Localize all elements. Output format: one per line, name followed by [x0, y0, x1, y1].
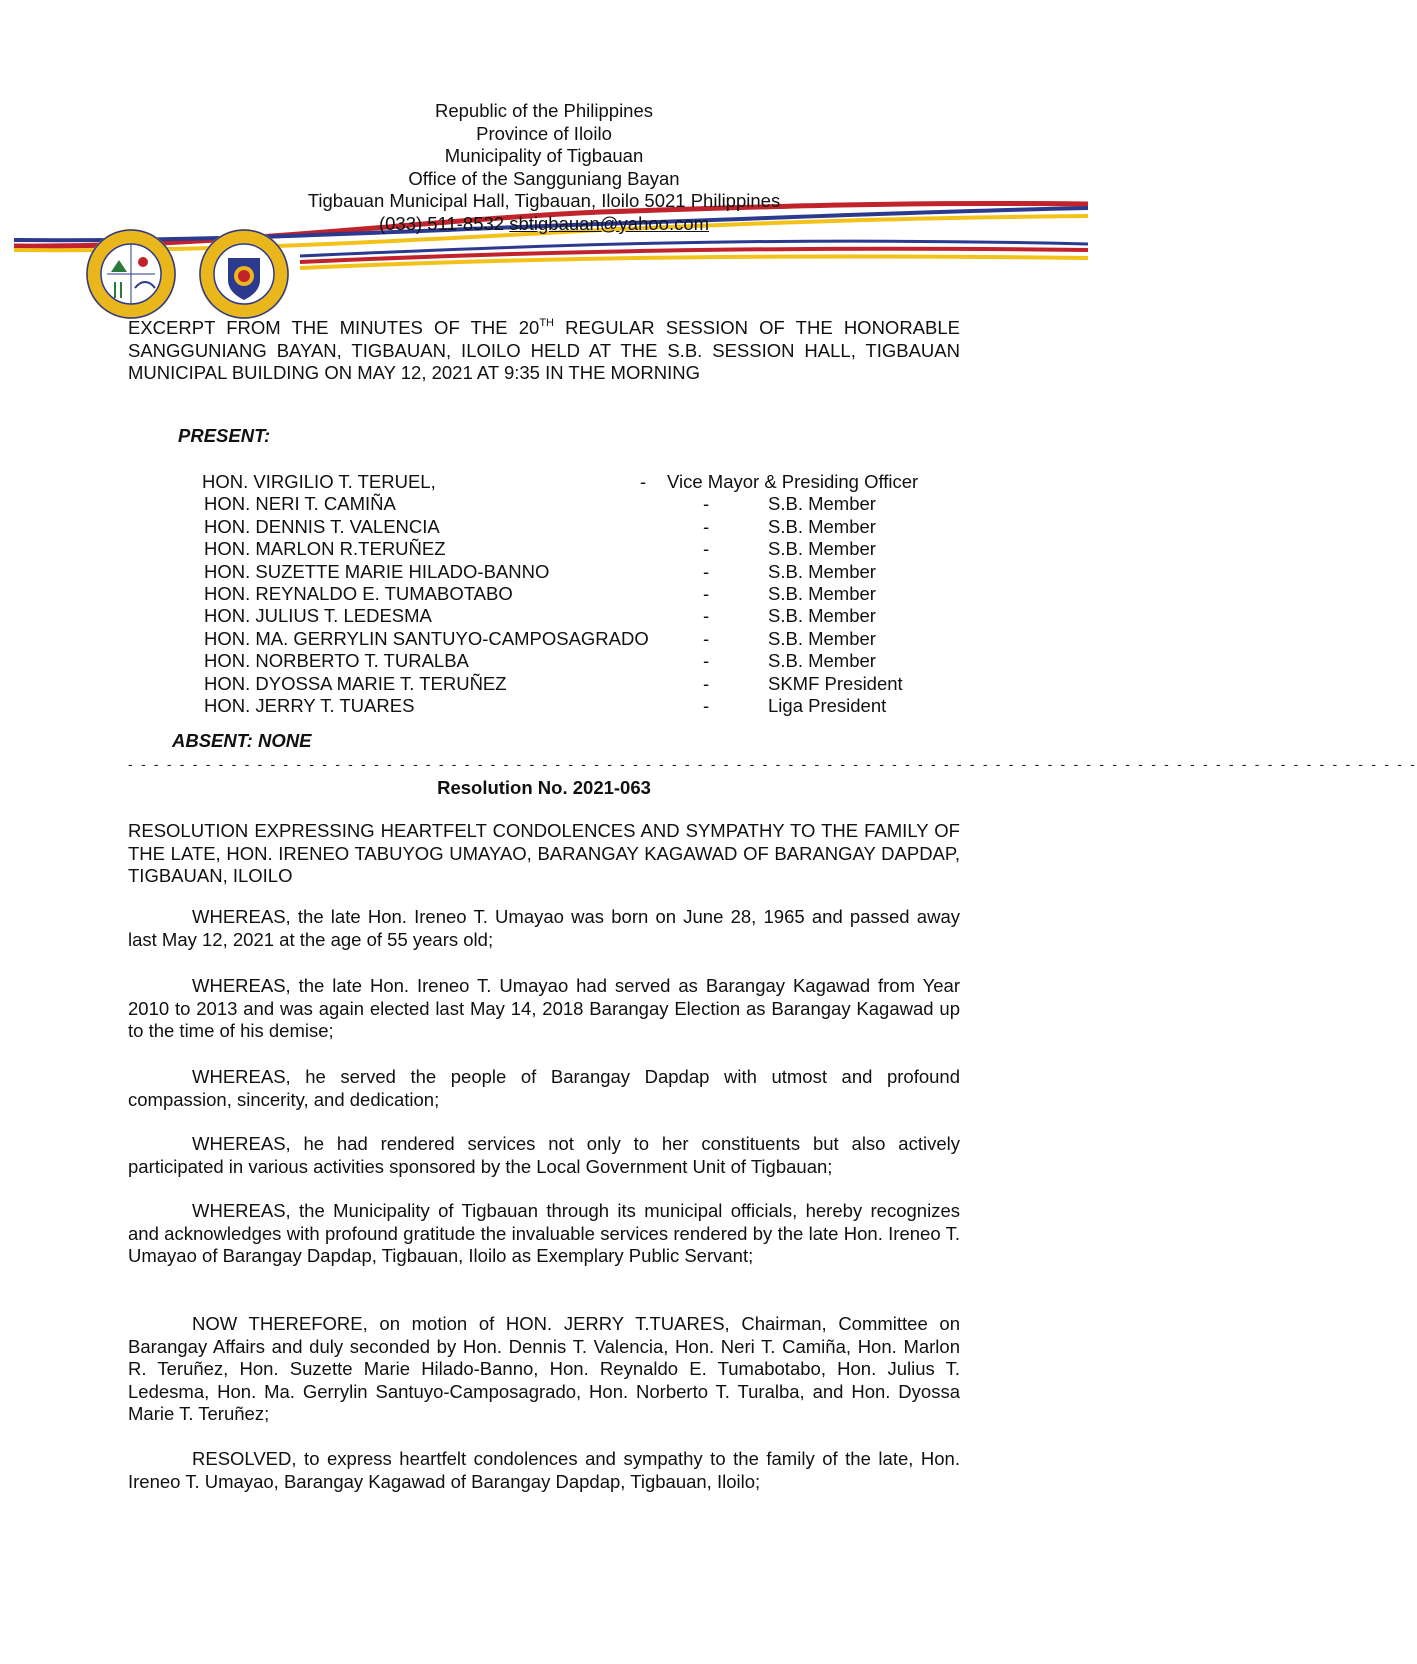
roster-row	[0, 471, 1088, 493]
member-name: HON. VIRGILIO T. TERUEL,	[202, 471, 436, 492]
member-name: HON. SUZETTE MARIE HILADO-BANNO	[204, 560, 550, 582]
whereas-paragraph-1: WHEREAS, the late Hon. Ireneo T. Umayao was born on June 28, 1965 and passed away last May 12, 2021 at the age of 55 years old;	[128, 906, 960, 950]
excerpt-superscript: TH	[539, 317, 554, 329]
section-separator: - - - - - - - - - - - - - - - - - - - - - - - - - - - - - - - - - - - - - - - - - - - - - - - - - - - - - - - - - - - - - - - - - - - - - - - - - - - - - - - - - - - - - - - - - - - - - - - - - - - -	[128, 756, 1417, 772]
member-name: HON. NERI T. CAMIÑA	[204, 493, 396, 515]
member-name: HON. DENNIS T. VALENCIA	[204, 515, 440, 537]
roster-dash: -	[703, 627, 710, 649]
whereas-paragraph-3: WHEREAS, he served the people of Barangay Dapdap with utmost and profound compassion, sincerity, and dedication;	[128, 1066, 960, 1110]
roster-dash: -	[703, 560, 710, 582]
sangguniang-bayan-seal-icon	[198, 228, 290, 320]
member-role: S.B. Member	[768, 650, 876, 672]
member-role: S.B. Member	[768, 605, 876, 627]
roster-dash: -	[703, 538, 710, 560]
roster-dash: -	[703, 582, 710, 604]
resolution-title: RESOLUTION EXPRESSING HEARTFELT CONDOLENCES AND SYMPATHY TO THE FAMILY OF THE LATE, HON. IRENEO TABUYOG UMAYAO, BARANGAY KAGAWAD OF BARANGAY DAPDAP, TIGBAUAN, ILOILO	[128, 820, 960, 886]
roster-dash: -	[703, 650, 710, 672]
attendance-roster	[0, 471, 1088, 717]
letterhead-line-republic: Republic of the Philippines	[434, 100, 654, 121]
whereas-paragraph-4: WHEREAS, he had rendered services not only to her constituents but also actively participated in various activities sponsored by the Local Government Unit of Tigbauan;	[128, 1133, 960, 1177]
roster-row	[0, 516, 1088, 538]
member-name: HON. MARLON R.TERUÑEZ	[204, 538, 446, 560]
present-heading: PRESENT:	[178, 425, 271, 446]
member-role: S.B. Member	[768, 582, 876, 604]
resolved-paragraph: RESOLVED, to express heartfelt condolences and sympathy to the family of the late, Hon. Ireneo T. Umayao, Barangay Kagawad of Barangay Dapdap, Tigbauan, Iloilo;	[128, 1448, 960, 1492]
member-role: S.B. Member	[768, 560, 876, 582]
member-name: HON. DYOSSA MARIE T. TERUÑEZ	[204, 672, 507, 694]
roster-dash: -	[703, 515, 710, 537]
member-role: S.B. Member	[768, 627, 876, 649]
minutes-excerpt	[128, 317, 960, 385]
letterhead-line-municipality: Municipality of Tigbauan	[444, 145, 644, 166]
roster-dash: -	[703, 694, 710, 716]
letterhead-email-link[interactable]: sbtigbauan@yahoo.com	[509, 212, 710, 234]
member-role: SKMF President	[768, 672, 903, 694]
member-name: HON. JULIUS T. LEDESMA	[204, 605, 432, 627]
resolution-number: Resolution No. 2021-063	[437, 777, 651, 798]
roster-dash: -	[703, 493, 710, 515]
roster-row	[0, 605, 1088, 627]
roster-row	[0, 538, 1088, 560]
member-name: HON. NORBERTO T. TURALBA	[204, 650, 469, 672]
now-therefore-paragraph: NOW THEREFORE, on motion of HON. JERRY T.TUARES, Chairman, Committee on Barangay Affairs and duly seconded by Hon. Dennis T. Valencia, Hon. Neri T. Camiña, Hon. Marlon R. Teruñez, Hon. Suzette Marie Hilado-Banno, Hon. Reynaldo E. Tumabotabo, Hon. Julius T. Ledesma, Hon. Ma. Gerrylin Santuyo-Camposagrado, Hon. Norberto T. Turalba, and Hon. Dyossa Marie T. Teruñez;	[128, 1313, 960, 1424]
member-role: S.B. Member	[768, 515, 876, 537]
letterhead-contact	[0, 213, 1088, 236]
letterhead-line-province: Province of Iloilo	[476, 122, 612, 144]
roster-row	[0, 650, 1088, 672]
roster-row	[0, 583, 1088, 605]
roster-dash: -	[703, 605, 710, 627]
roster-row	[0, 695, 1088, 717]
letterhead-line-office: Office of the Sangguniang Bayan	[408, 167, 680, 189]
roster-row	[0, 493, 1088, 515]
roster-row	[0, 561, 1088, 583]
member-role: S.B. Member	[768, 538, 876, 560]
roster-dash: -	[640, 471, 647, 492]
member-role: Vice Mayor & Presiding Officer	[667, 471, 919, 492]
absent-heading: ABSENT: NONE	[172, 730, 312, 751]
letterhead-line-address: Tigbauan Municipal Hall, Tigbauan, Iloilo 5021 Philippines	[307, 190, 781, 211]
member-name: HON. REYNALDO E. TUMABOTABO	[204, 582, 513, 604]
whereas-paragraph-2: WHEREAS, the late Hon. Ireneo T. Umayao had served as Barangay Kagawad from Year 2010 to 2013 and was again elected last May 14, 2018 Barangay Election as Barangay Kagawad up to the time of his demise;	[128, 975, 960, 1041]
roster-row	[0, 673, 1088, 695]
roster-row	[0, 628, 1088, 650]
roster-dash: -	[703, 672, 710, 694]
member-name: HON. JERRY T. TUARES	[204, 694, 415, 716]
excerpt-part1: EXCERPT FROM THE MINUTES OF THE 20	[128, 317, 540, 338]
letterhead	[0, 100, 1088, 235]
member-role: Liga President	[768, 694, 887, 716]
municipality-seal-icon	[85, 228, 177, 320]
member-role: S.B. Member	[768, 493, 876, 515]
whereas-paragraph-5: WHEREAS, the Municipality of Tigbauan through its municipal officials, hereby recognizes and acknowledges with profound gratitude the invaluable services rendered by the late Hon. Ireneo T. Umayao of Barangay Dapdap, Tigbauan, Iloilo as Exemplary Public Servant;	[128, 1200, 960, 1266]
excerpt-part2: REGULAR SESSION OF THE HONORABLE SANGGUNIANG BAYAN, TIGBAUAN, ILOILO HELD AT THE S.B. SESSION HALL, TIGBAUAN MUNICIPAL BUILDING ON MAY 12, 2021 AT 9:35 IN THE MORNING	[128, 317, 960, 383]
member-name: HON. MA. GERRYLIN SANTUYO-CAMPOSAGRADO	[204, 627, 649, 649]
letterhead-phone: (033) 511-8532	[378, 212, 505, 234]
